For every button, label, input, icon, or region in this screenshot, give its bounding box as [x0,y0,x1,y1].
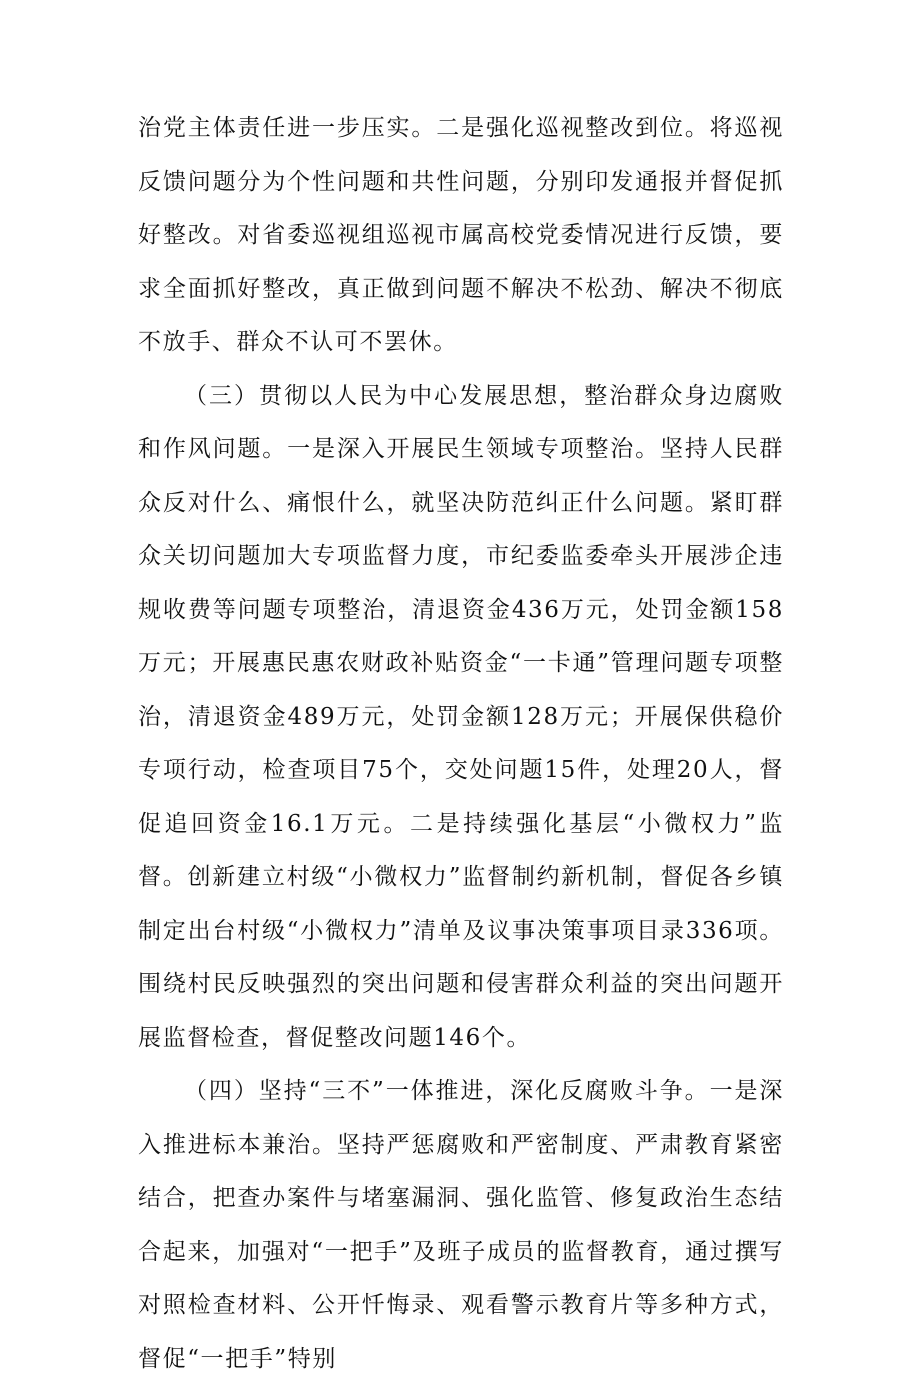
paragraph-section-3: （三）贯彻以人民为中心发展思想，整治群众身边腐败和作风问题。一是深入开展民生领域专项整治。坚持人民群众反对什么、痛恨什么，就坚决防范纠正什么问题。紧盯群众关切问题加大专项监督力度，市纪委监委牵头开展涉企违规收费等问题专项整治，清退资金436万元，处罚金额158万元；开展惠民惠农财政补贴资金“一卡通”管理问题专项整治，清退资金489万元，处罚金额128万元；开展保供稳价专项行动，检查项目75个，交处问题15件，处理20人，督促追回资金16.1万元。二是持续强化基层“小微权力”监督。创新建立村级“小微权力”监督制约新机制，督促各乡镇制定出台村级“小微权力”清单及议事决策事项目录336项。围绕村民反映强烈的突出问题和侵害群众利益的突出问题开展监督检查，督促整改问题146个。 [138,382,784,1051]
paragraph-section-4: （四）坚持“三不”一体推进，深化反腐败斗争。一是深入推进标本兼治。坚持严惩腐败和严密制度、严肃教育紧密结合，把查办案件与堵塞漏洞、强化监管、修复政治生态结合起来，加强对“一把手”及班子成员的监督教育，通过撰写对照检查材料、公开忏悔录、观看警示教育片等多种方式，督促“一把手”特别 [138,1078,784,1372]
paragraph-continuation: 治党主体责任进一步压实。二是强化巡视整改到位。将巡视反馈问题分为个性问题和共性问题，分别印发通报并督促抓好整改。对省委巡视组巡视市属高校党委情况进行反馈，要求全面抓好整改，真正做到问题不解决不松劲、解决不彻底不放手、群众不认可不罢休。 [138,115,784,355]
document-body [138,102,784,1386]
